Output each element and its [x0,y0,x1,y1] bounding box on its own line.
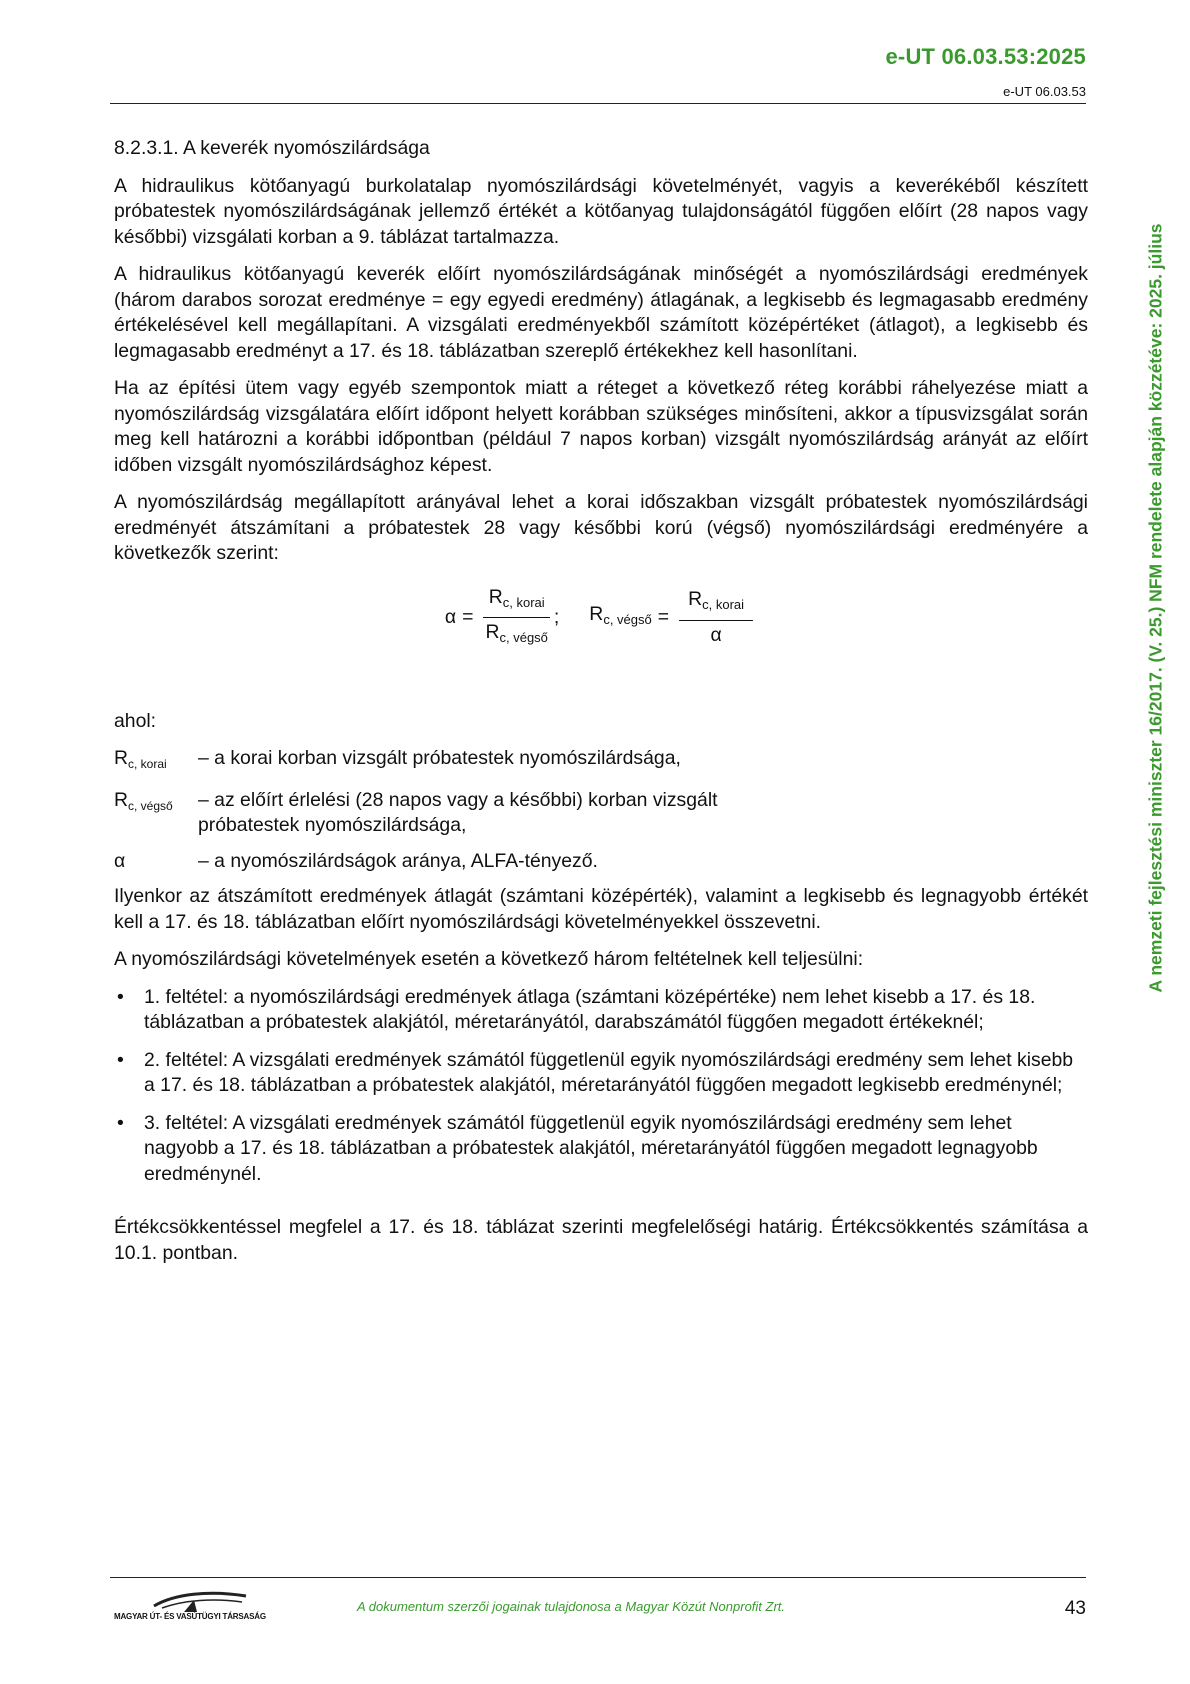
definition-symbol: α [114,849,126,872]
list-item: • 3. feltétel: A vizsgálati eredmények számától függetlenül egyik nyomószilárdsági eredmény sem lehet nagyobb a 17. és 18. táblázatban a próbatestek alakjától, méretarányától függően megadott legnagyobb eredménynél. [117,1111,1038,1185]
paragraph: Értékcsökkentéssel megfelel a 17. és 18. táblázat szerinti megfelelőségi határig. Értékcsökkentés számítása a 10.1. pontban. [114,1216,1088,1264]
page-number: 43 [1064,1598,1086,1619]
main-content [114,136,1088,1278]
list-item: • 2. feltétel: A vizsgálati eredmények számától függetlenül egyik nyomószilárdsági eredmény sem lehet kisebb a 17. és 18. táblázatban a próbatestek alakjától, méretarányától függően megadott legkisebb eredménynél; [117,1048,1074,1096]
definition-symbol: $R_{c, végső}$ [114,788,173,813]
paragraph: A hidraulikus kötőanyagú burkolatalap nyomószilárdsági követelményét, vagyis a keverékéből készített próbatestek nyomószilárdságának jellemző értékét a kötőanyag tulajdonságától függően előírt (28 napos vagy későbbi) vizsgálati korban a 9. táblázat tartalmazza. [114,174,1088,248]
paragraph: Ilyenkor az átszámított eredmények átlagát (számtani középérték), valamint a legkisebb és legnagyobb értékét kell a 17. és 18. táblázatban előírt nyomószilárdsági követelményekkel összevetni. [114,885,1088,933]
document-code: e-UT 06.03.53:2025 [885,44,1086,69]
definition-item [114,849,1088,875]
formula-r-vegso: $R_{c, végső}$ [589,603,652,628]
definition-text: – az előírt érlelési (28 napos vagy a későbbi) korban vizsgált próbatestek nyomószilárdsága, [198,788,718,836]
bullet-icon: • [117,985,124,1008]
side-publication-note: A nemzeti fejlesztési miniszter 16/2017. (V. 25.) NFM rendelete alapján közzétéve: 2025. július [1145,223,1166,993]
definitions-list [114,746,1088,874]
fraction-r-vegso [679,587,753,648]
header-divider [110,103,1086,104]
formula-alpha: α [444,605,457,628]
paragraph: A hidraulikus kötőanyagú keverék előírt nyomószilárdságának minőségét a nyomószilárdsági eredmények (három darabos sorozat eredménye = egy egyedi eredmény) átlagának, a legkisebb és legmagasabb eredmény értékelésével kell megállapítani. A vizsgálati eredményekből számított középértéket (átlagot), a legkisebb és legmagasabb eredményt a 17. és 18. táblázatban szereplő értékekhez kell hasonlítani. [114,263,1088,362]
fraction-alpha [483,585,549,651]
definition-item [114,746,1088,778]
where-label: ahol: [114,709,157,732]
fraction-denominator: $R_{c, végső}$ [483,617,549,651]
bullet-icon: • [117,1111,124,1134]
list-item: • 1. feltétel: a nyomószilárdsági eredmények átlaga (számtani középértéke) nem lehet kisebb a 17. és 18. táblázatban a próbatestek alakjától, méretarányától, darabszámától függően megadott értékeknél; [117,985,1036,1033]
conditions-list [114,985,1088,1188]
fraction-numerator: $R_{c, korai}$ [488,585,545,610]
document-code-small: e-UT 06.03.53 [1003,84,1086,99]
definition-symbol: $R_{c, korai}$ [114,747,167,771]
definition-item [114,788,1088,839]
formula-equals: = [657,605,670,628]
footer-divider [110,1577,1086,1578]
alpha-formula [114,585,1088,651]
paragraph: A nyomószilárdság megállapított arányával lehet a korai időszakban vizsgált próbatestek nyomószilárdsági eredményét átszámítani a próbatestek 28 vagy későbbi korú (végső) nyomószilárdsági eredményére a következők szerint: [114,491,1088,564]
paragraph: Ha az építési ütem vagy egyéb szempontok miatt a réteget a következő réteg korábbi ráhelyezése miatt a nyomószilárdság vizsgálatára előírt időpont helyett korábban szükséges minősíteni, akkor a típusvizsgálat során meg kell határozni a korábbi időpontban (például 7 napos korban) vizsgált nyomószilárdság arányát az előírt időben vizsgált nyomószilárdsághoz képest. [114,377,1088,476]
formula-separator: ; [553,605,560,628]
formula-equals: = [462,605,474,628]
bullet-icon: • [117,1048,124,1071]
copyright-notice: A dokumentum szerzői jogainak tulajdonosa a Magyar Közút Nonprofit Zrt. [357,1599,786,1614]
paragraph: A nyomószilárdsági követelmények esetén a következő három feltételnek kell teljesülni: [114,948,864,970]
fraction-denominator: α [679,620,753,649]
company-logo-text: MAGYAR ÚT- ÉS VASÚTÜGYI TÁRSASÁG [114,1612,266,1621]
definition-text: – a nyomószilárdságok aránya, ALFA-tényező. [198,849,598,872]
fraction-numerator: $R_{c, korai}$ [688,588,745,612]
section-heading: 8.2.3.1. A keverék nyomószilárdsága [114,137,430,159]
definition-text: – a korai korban vizsgált próbatestek nyomószilárdsága, [198,747,681,769]
